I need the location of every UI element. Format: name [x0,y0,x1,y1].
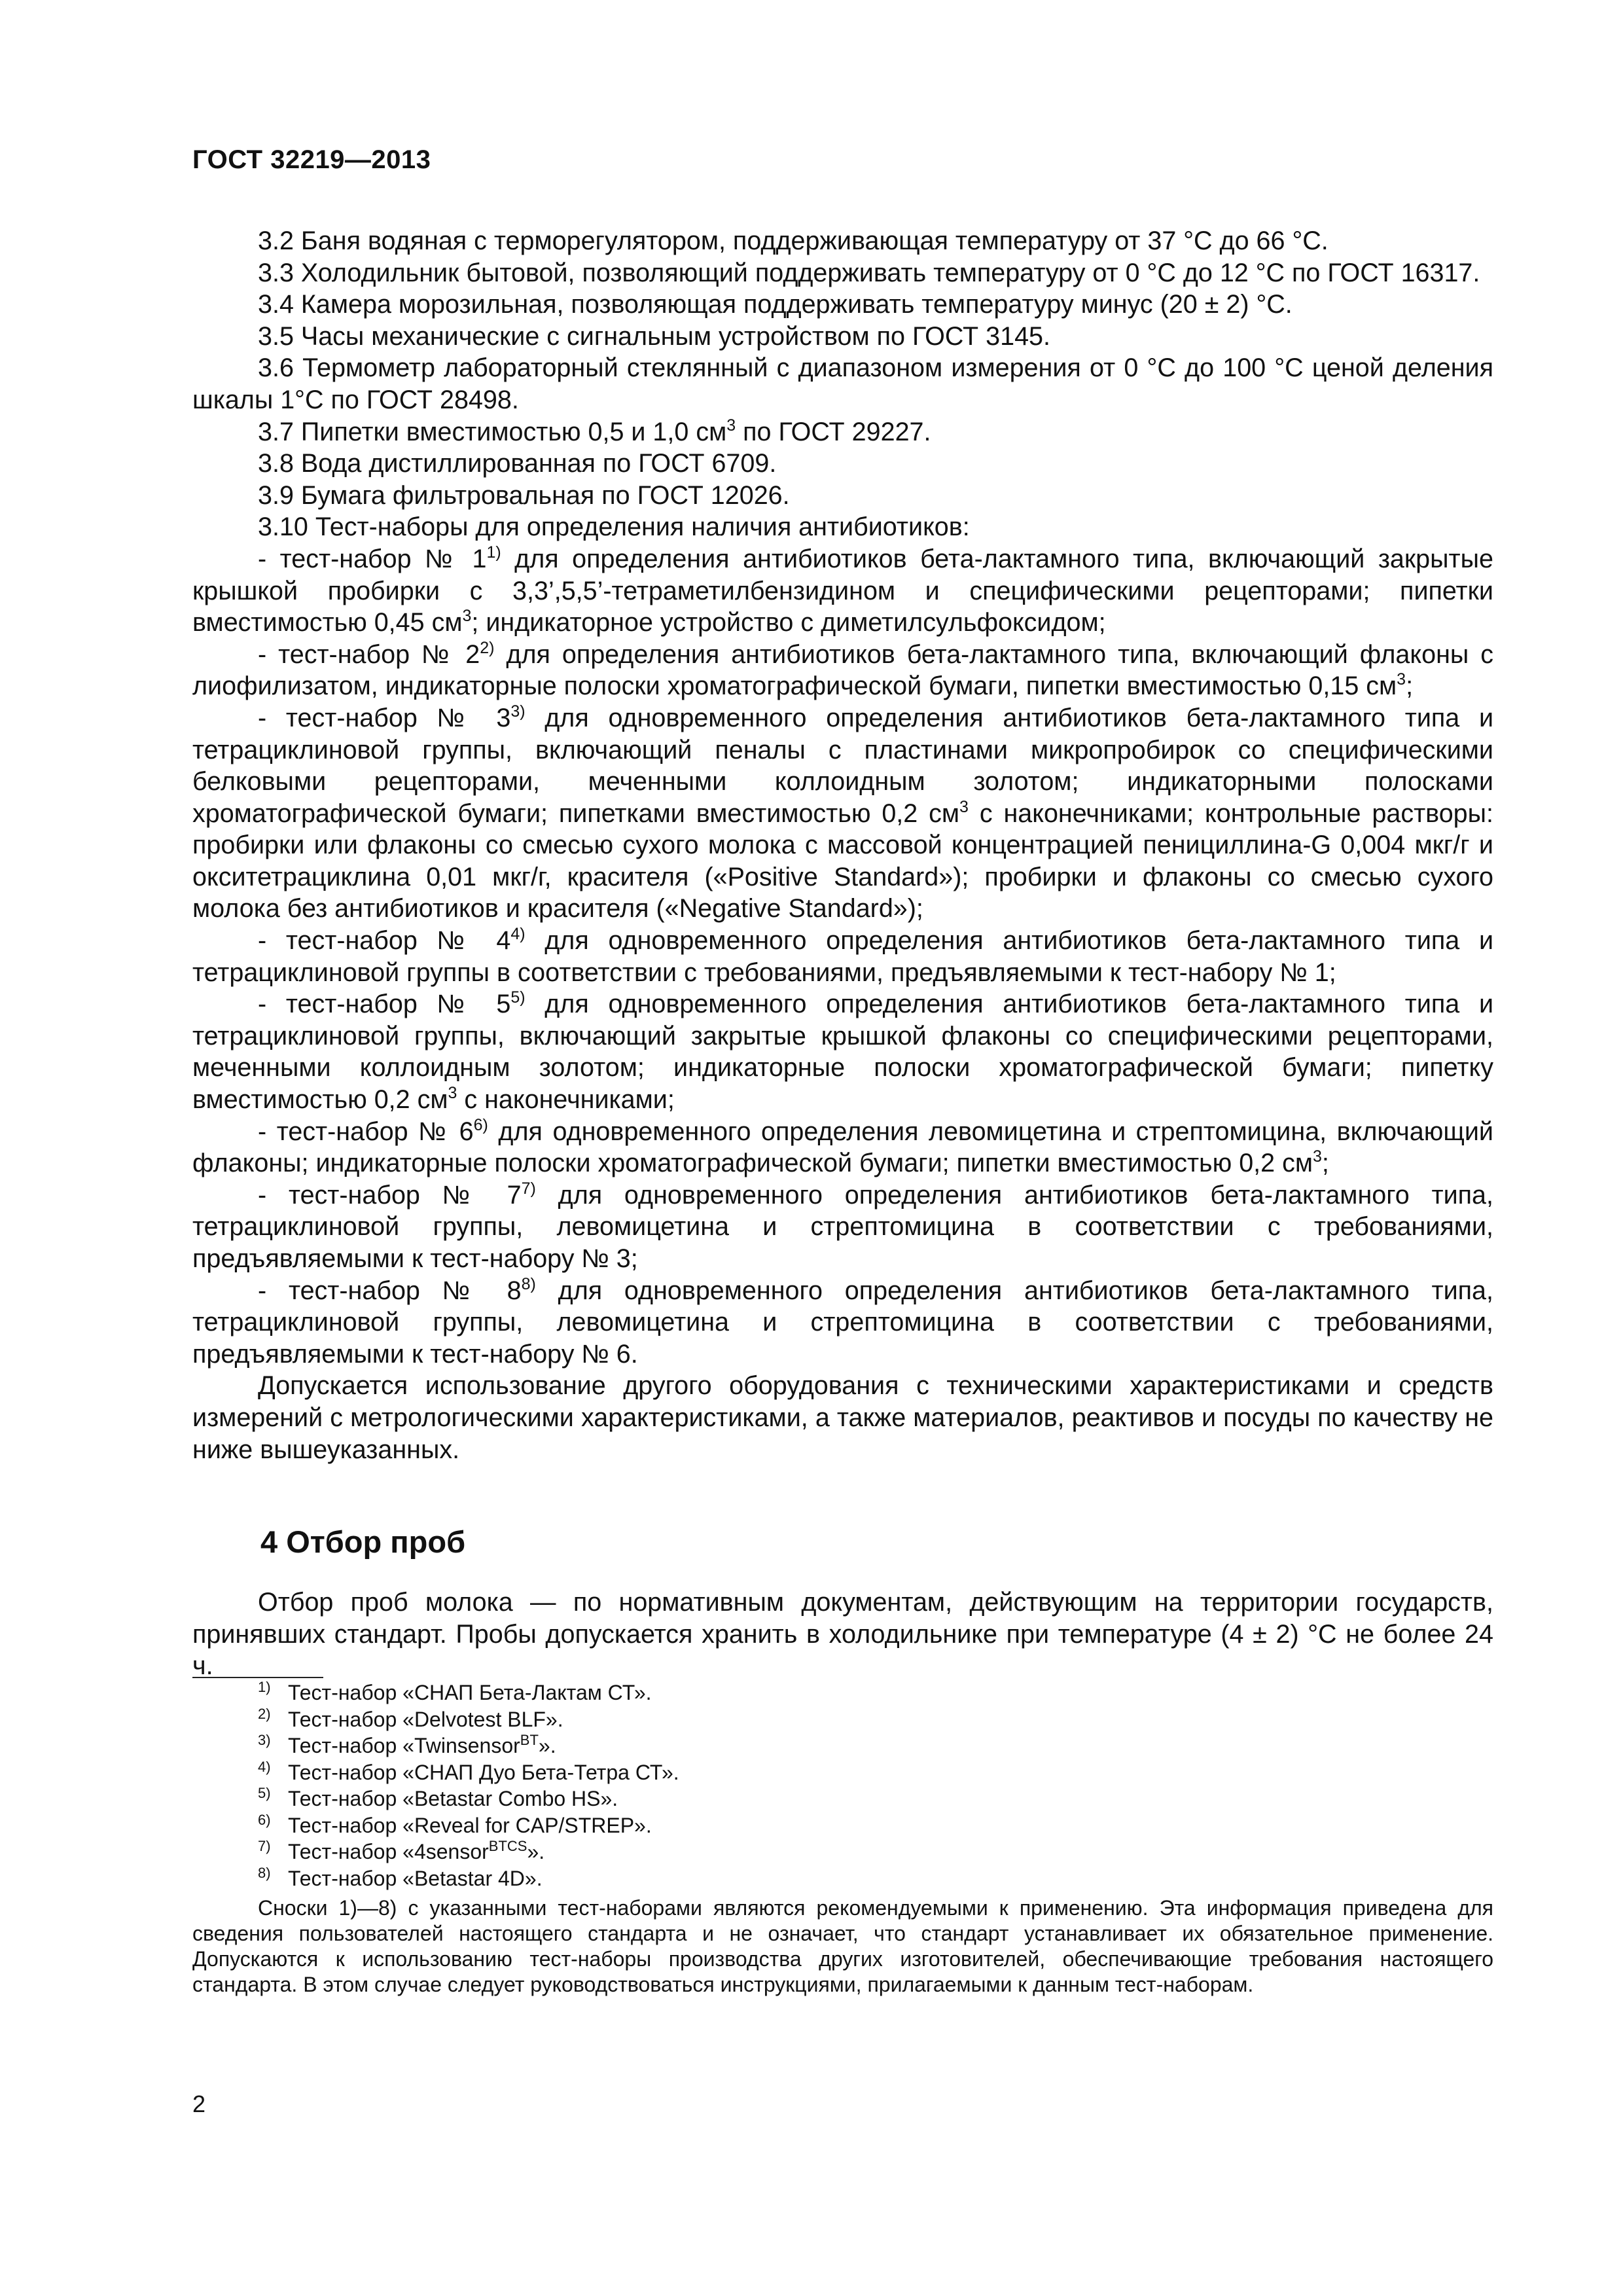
sampling-paragraph: Отбор проб молока — по нормативным документам, действующим на территории государств, принявших стандарт. Пробы допускается хранить в холодильнике при температуре (4 ± 2) °С не более 24 ч. [192,1588,1493,1681]
kit-8: - тест-набор № 8$^{8)}$ для одновременного определения антибиотиков бета-лактамного типа, тетрациклиновой группы, левомицетина и стрептомицина в соответствии с требованиями, предъявляемыми к тест-набору № 6. [192,1274,1494,1369]
item-3-8: 3.8 Вода дистиллированная по ГОСТ 6709. [258,449,777,478]
footnote-6: $^{6)}$ Тест-набор «Reveal for CAP/STREP». [258,1811,652,1837]
document-code-header: ГОСТ 32219—2013 [192,145,431,174]
section-4-heading: 4 Отбор проб [260,1524,466,1559]
kit-6: - тест-набор № 6$^{6)}$ для одновременного определения левомицетина и стрептомицина, включающий флаконы; индикаторные полоски хроматографической бумаги; пипетки вместимостью 0,2 $см^3$; [192,1115,1493,1178]
footnote-ref-4: 4) [510,925,526,944]
footnote-ref-8: 8) [521,1274,536,1293]
footnote-separator [192,1677,323,1678]
footnote-4: $^{4)}$ Тест-набор «СНАП Дуо Бета-Тетра СТ». [258,1758,679,1784]
kit-4: - тест-набор № 4$^{4)}$ для одновременного определения антибиотиков бета-лактамного типа и тетрациклиновой группы в соответствии с требованиями, предъявляемыми к тест-набору № 1; [192,925,1494,987]
footnote-7: $^{7)}$ Тест-набор «4sensor$^{BTCS}$». [258,1838,545,1863]
item-3-9: 3.9 Бумага фильтровальная по ГОСТ 12026. [258,480,790,510]
item-3-4: 3.4 Камера морозильная, позволяющая поддерживать температуру минус (20 ± 2) °С. [258,290,1293,319]
item-3-7: 3.7 Пипетки вместимостью 0,5 и 1,0 $см^3$ по ГОСТ 29227. [258,416,931,446]
item-3-10: 3.10 Тест-наборы для определения наличия антибиотиков: [258,512,970,542]
item-3-3: 3.3 Холодильник бытовой, позволяющий поддерживать температуру от 0 °С до 12 °С по ГОСТ 16317. [258,258,1480,287]
footnotes-block [192,1679,1493,1998]
footnote-5: $^{5)}$ Тест-набор «Betastar Combo HS». [258,1785,618,1810]
page-number: 2 [192,2090,206,2117]
footnote-ref-7: 7) [521,1179,536,1198]
footnote-2: $^{2)}$ Тест-набор «Delvotest BLF». [258,1705,563,1731]
kit-3: - тест-набор № 3$^{3)}$ для одновременного определения антибиотиков бета-лактамного типа и тетрациклиновой группы, включающий пеналы с пластинами микропробирок со специфическими белковыми рецепторами, меченными коллоидным золотом; индикаторными полосками хроматографической бумаги; пипетками вместимостью 0,2 $см^3$ с наконечниками; контрольные растворы: пробирки или флаконы со смесью сухого молока с массовой концентрацией пенициллина-G 0,004 мкг/г и окситетрациклина 0,01 мкг/г, красителя («Positive Standard»); пробирки и флаконы со смесью сухого молока без антибиотиков и красителя («Negative Standard»); [192,702,1494,924]
item-3-5: 3.5 Часы механические с сигнальным устройством по ГОСТ 3145. [258,321,1050,351]
main-text-block [192,225,1493,1465]
kit-5: - тест-набор № 5$^{5)}$ для одновременного определения антибиотиков бета-лактамного типа и тетрациклиновой группы, включающий закрытые крышкой флаконы со специфическими рецепторами, меченными коллоидным золотом; индикаторные полоски хроматографической бумаги; пипетку вместимостью 0,2 $см^3$ с наконечниками; [192,988,1494,1115]
item-3-2: 3.2 Баня водяная с терморегулятором, поддерживающая температуру от 37 °С до 66 °С. [258,226,1329,255]
footnote-ref-5: 5) [510,988,526,1007]
kit-1: - тест-набор № 1$^{1)}$ для определения антибиотиков бета-лактамного типа, включающий закрытые крышкой пробирки с 3,3’,5,5’-тетраметилбензидином и специфическими рецепторами; пипетки вместимостью 0,45 $см^3$; индикаторное устройство с диметилсульфоксидом; [192,543,1493,637]
kit-7: - тест-набор № 7$^{7)}$ для одновременного определения антибиотиков бета-лактамного типа, тетрациклиновой группы, левомицетина и стрептомицина в соответствии с требованиями, предъявляемыми к тест-набору № 3; [192,1179,1494,1273]
footnote-ref-1: 1) [486,543,501,562]
footnote-3: $^{3)}$ Тест-набор «Twinsensor$^{BT}$». [258,1732,556,1757]
footnote-1: $^{1)}$ Тест-набор «СНАП Бета-Лактам СТ». [258,1679,652,1704]
footnote-ref-6: 6) [473,1115,488,1134]
footnotes-note: Сноски 1)—8) с указанными тест-наборами являются рекомендуемыми к применению. Эта информация приведена для сведения пользователей настоящего стандарта и не означает, что стандарт устанавливает их обязательное применение. Допускаются к использованию тест-наборы производства других изготовителей, обеспечивающие требования настоящего стандарта. В этом случае следует руководствоваться инструкциями, прилагаемыми к данным тест-наборам. [192,1896,1493,1996]
section-4-body [192,1587,1493,1682]
item-3-6: 3.6 Термометр лабораторный стеклянный с диапазоном измерения от 0 °С до 100 °С ценой деления шкалы 1°С по ГОСТ 28498. [192,353,1493,414]
equipment-allowance-paragraph: Допускается использование другого оборудования с техническими характеристиками и средств измерений с метрологическими характеристиками, а также материалов, реактивов и посуды по качеству не ниже вышеуказанных. [192,1371,1493,1464]
footnote-ref-3: 3) [510,702,526,721]
footnote-ref-2: 2) [480,638,495,657]
footnote-8: $^{8)}$ Тест-набор «Betastar 4D». [258,1864,543,1890]
kit-2: - тест-набор № 2$^{2)}$ для определения антибиотиков бета-лактамного типа, включающий флаконы с лиофилизатом, индикаторные полоски хроматографической бумаги, пипетки вместимостью 0,15 $см^3$; [192,638,1493,701]
